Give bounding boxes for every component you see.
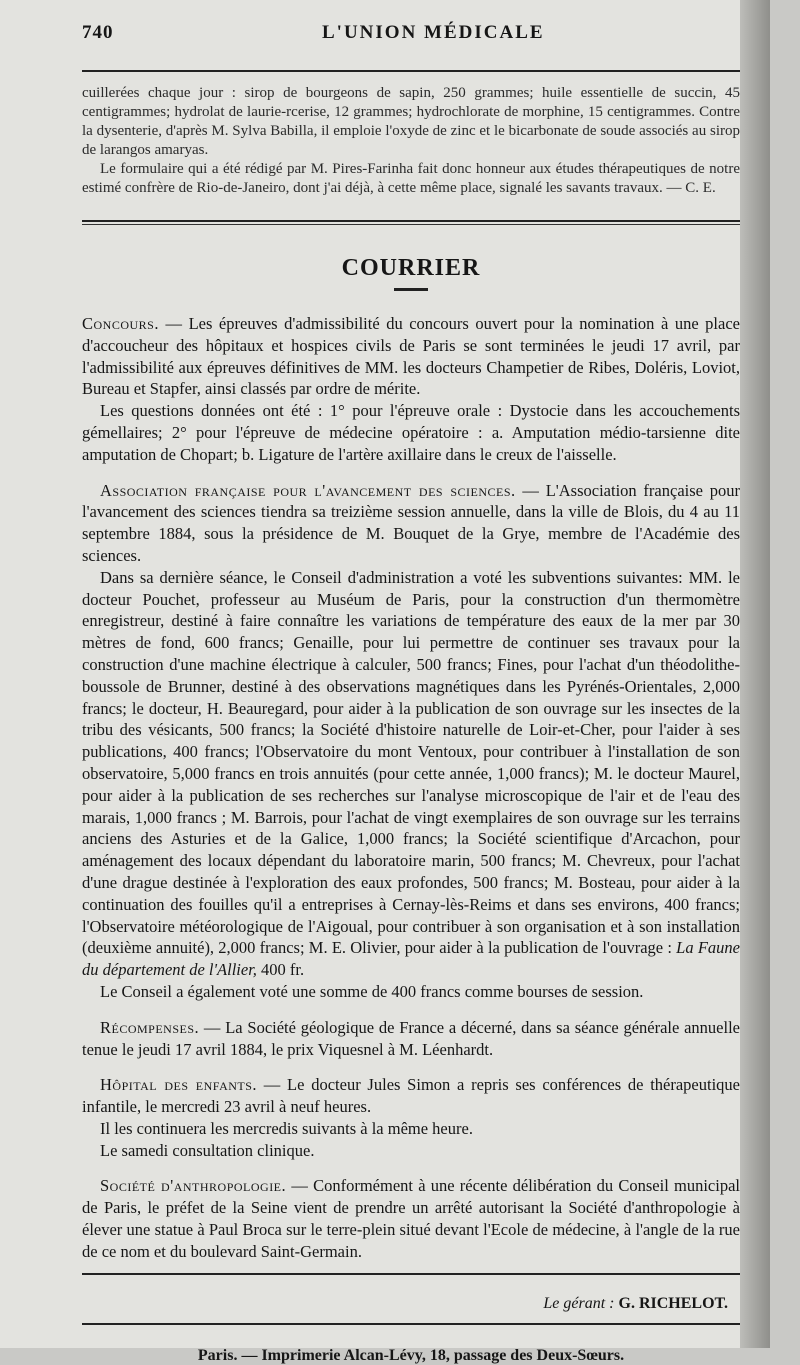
item-text: Dans sa dernière séance, le Conseil d'administration a voté les subventions suivantes: MM. le docteur Pouchet, professeur au Muséum de Paris, pour la construction d'un thermomètre enregistreur, destiné à faire connaître les variations de température des eaux de la mer par 30 mètres de fond, 600 francs; Genaille, pour lui permettre de continuer ses travaux pour la construction d'une machine électrique à calculer, 500 francs; Fines, pour l'achat d'un théodolithe-boussole de Brunner, destiné à des observations magnétiques dans les Pyrénés-Orientales, 2,000 francs; le docteur, H. Beauregard, pour aider à la publication de son ouvrage sur les insectes de la tribu des vésicants, 500 francs; la Société d'histoire naturelle de Loir-et-Cher, pour l'aider à ses publications, 400 francs; l'Observatoire du mont Ventoux, pour contribuer à l'installation de son observatoire, 5,000 francs en trois annuités (pour cette année, 1,000 francs); M. le docteur Maurel, pour aider à la publication de ses recherches sur l'analyse microscopique de l'air et de l'eau des marais, 1,000 francs ; M. Barrois, pour l'achat de vingt exemplaires de son ouvrage sur les terrains anciens des Asturies et de la Galice, 1,000 francs; la Société scientifique d'Arcachon, pour aménagement des locaux dépendant du laboratoire marin, 500 francs; M. Chevreux, pour l'achat d'une drague destinée à l'exploration des eaux profondes, 500 francs; M. Bosteau, pour aider à la continuation des fouilles qu'il a entreprises à Cernay-lès-Reims et dans ses environs, 400 francs; l'Observatoire météorologique de l'Aigoual, pour contribuer à son organisation et à son installation (deuxième annuité), 2,000 francs; M. E. Olivier, pour aider à la publication de l'ouvrage : (82, 567, 740, 958)
imprint-rule (82, 1323, 740, 1325)
item-text: — Le docteur Jules Simon a repris ses conférences de thérapeutique infantile, le mercredi 23 avril à neuf heures. (82, 1075, 740, 1117)
page-header (82, 22, 740, 52)
item-label: Hôpital des enfants. (100, 1075, 258, 1095)
news-item (82, 567, 740, 981)
page-number: 740 (82, 22, 114, 43)
item-text: — L'Association française pour l'avancement des sciences tiendra sa treizième session annuelle, dans la ville de Blois, du 4 au 11 septembre 1884, sous la présidence de M. Bouquet de la Grye, membre de l'Académie des sciences. (82, 480, 740, 565)
signature (82, 1295, 740, 1313)
page-edge (740, 0, 770, 1348)
item-text-tail: 400 fr. (256, 960, 305, 980)
title-dash (394, 288, 428, 291)
item-label: Concours. (82, 314, 159, 333)
signature-role: Le gérant : (543, 1294, 615, 1312)
item-text: — Les épreuves d'admissibilité du concours ouvert pour la nomination à une place d'accoucheur des hôpitaux et hospices civils de Paris se sont terminées le jeudi 17 avril, par l'admissibilité aux épreuves définitives de MM. les docteurs Champetier de Ribes, Doléris, Loviot, Bureau et Stapfer, ainsi classés par ordre de mérite. (82, 314, 740, 399)
continued-article (82, 84, 740, 198)
news-item (82, 1017, 740, 1061)
item-text: Le samedi consultation clinique. (100, 1140, 315, 1160)
item-text: Il les continuera les mercredis suivants à la même heure. (100, 1118, 473, 1138)
news-item (82, 400, 740, 465)
item-label: Récompenses. (100, 1017, 200, 1037)
item-label: Société d'anthropologie. (100, 1176, 287, 1196)
continued-paragraph: cuillerées chaque jour : sirop de bourgeons de sapin, 250 grammes; huile essentielle de succin, 45 centigrammes; hydrolat de laurie-rcerise, 12 grammes; hydrochlorate de morphine, 15 centigrammes. Contre la dysenterie, d'après M. Sylva Babilla, il emploie l'oxyde de zinc et le bicarbonate de soude associés au sirop de larangos amaryas. (82, 85, 740, 158)
news-item (82, 313, 740, 400)
item-label: Association française pour l'avancement des sciences. (100, 480, 516, 500)
courrier-section (82, 313, 740, 1263)
news-item (82, 1175, 740, 1262)
item-italic-title: La Faune du département de l'Allier, (82, 938, 740, 980)
item-text: — La Société géologique de France a décerné, dans sa séance générale annuelle tenue le jeudi 17 avril 1884, le prix Viquesnel à M. Léenhardt. (82, 1017, 740, 1059)
running-title: L'UNION MÉDICALE (322, 22, 545, 43)
news-item (82, 480, 740, 567)
signature-name: G. RICHELOT. (618, 1294, 728, 1312)
news-item (82, 1074, 740, 1118)
news-item (82, 1140, 740, 1162)
item-text: Le Conseil a également voté une somme de 400 francs comme bourses de session. (100, 981, 644, 1001)
imprint-line: Paris. — Imprimerie Alcan-Lévy, 18, passage des Deux-Sœurs. (197, 1346, 625, 1364)
item-text: — Conformément à une récente délibération du Conseil municipal de Paris, le préfet de la Seine vient de prendre un arrêté autorisant la Société d'anthropologie à élever une statue à Paul Broca sur le terre-plein situé devant l'Ecole de médecine, à l'angle de la rue de ce nom et du boulevard Saint-Germain. (82, 1176, 740, 1261)
footer-rule (82, 1273, 740, 1275)
section-title: COURRIER (341, 255, 481, 281)
section-rule (82, 220, 740, 222)
header-rule (82, 70, 740, 72)
news-item (82, 981, 740, 1003)
item-text: Les questions données ont été : 1° pour l'épreuve orale : Dystocie dans les accouchements gémellaires; 2° pour l'épreuve de médecine opératoire : a. Amputation médio-tarsienne dite amputation de Chopart; b. Ligature de l'artère axillaire dans le creux de l'aisselle. (82, 401, 740, 464)
continued-paragraph: Le formulaire qui a été rédigé par M. Pires-Farinha fait donc honneur aux études thérapeutiques de notre estimé confrère de Rio-de-Janeiro, dont j'ai déjà, à cette même place, signalé les savants travaux. — C. E. (82, 161, 740, 196)
news-item (82, 1118, 740, 1140)
section-rule-thin (82, 224, 740, 225)
